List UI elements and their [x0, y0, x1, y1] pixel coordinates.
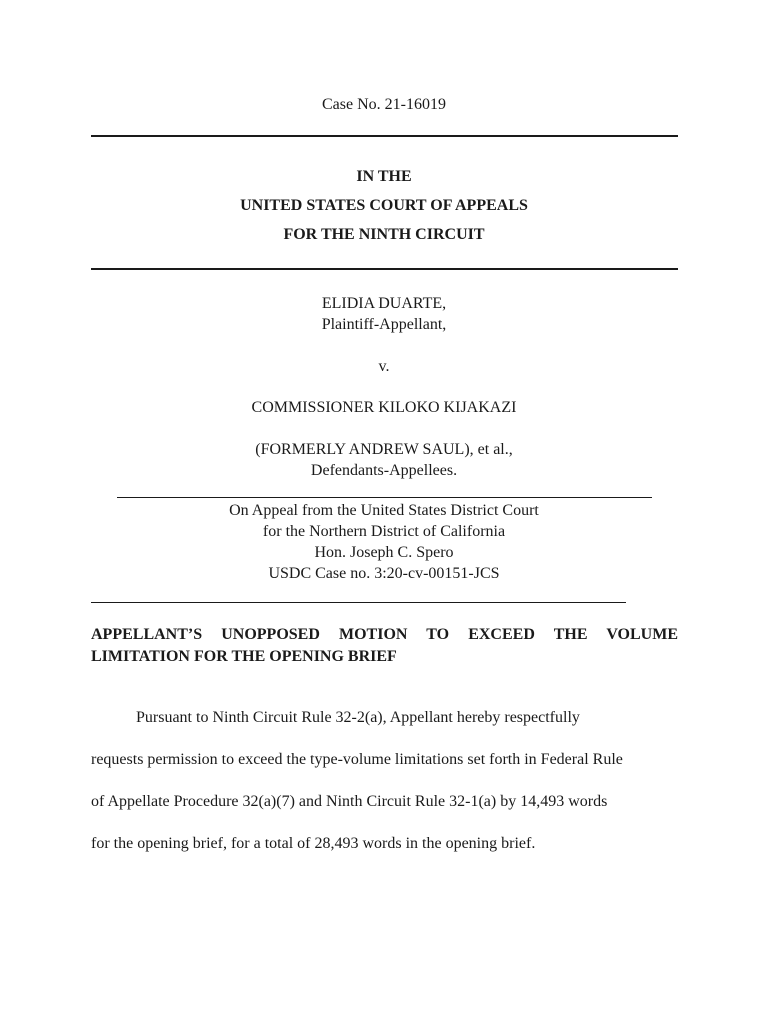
body-line-3: of Appellate Procedure 32(a)(7) and Ninth Circuit Rule 32-1(a) by 14,493 words: [91, 793, 608, 810]
appeal-line-3: Hon. Joseph C. Spero: [314, 544, 454, 561]
case-number: Case No. 21-16019: [322, 96, 446, 113]
appeal-bottom-rule: [91, 602, 626, 603]
appeal-line-1: On Appeal from the United States District Court: [229, 502, 539, 519]
court-divider: [91, 268, 678, 270]
defendant-former-name: (FORMERLY ANDREW SAUL), et al.,: [255, 441, 513, 458]
appeal-line-2: for the Northern District of California: [262, 523, 506, 540]
motion-title: APPELLANT’S UNOPPOSED MOTION TO EXCEED THE VOLUME LIMITATION FOR THE OPENING BRIEF: [91, 626, 678, 665]
body-line-2: requests permission to exceed the type-volume limitations set forth in Federal Rule: [91, 751, 623, 768]
court-line-3: FOR THE NINTH CIRCUIT: [283, 226, 485, 243]
appeal-top-rule: [117, 497, 652, 498]
body-line-4: for the opening brief, for a total of 28,493 words in the opening brief.: [91, 835, 536, 852]
body-line-1: Pursuant to Ninth Circuit Rule 32-2(a), Appellant hereby respectfully: [136, 709, 580, 726]
defendant-role: Defendants-Appellees.: [310, 462, 458, 479]
appeal-line-4: USDC Case no. 3:20-cv-00151-JCS: [268, 565, 500, 582]
court-line-1: IN THE: [356, 168, 412, 185]
defendant-name: COMMISSIONER KILOKO KIJAKAZI: [251, 399, 517, 416]
versus: v.: [378, 358, 390, 375]
top-divider: [91, 135, 678, 137]
plaintiff-role: Plaintiff-Appellant,: [321, 316, 447, 333]
plaintiff-name: ELIDIA DUARTE,: [321, 295, 447, 312]
court-line-2: UNITED STATES COURT OF APPEALS: [240, 197, 528, 214]
